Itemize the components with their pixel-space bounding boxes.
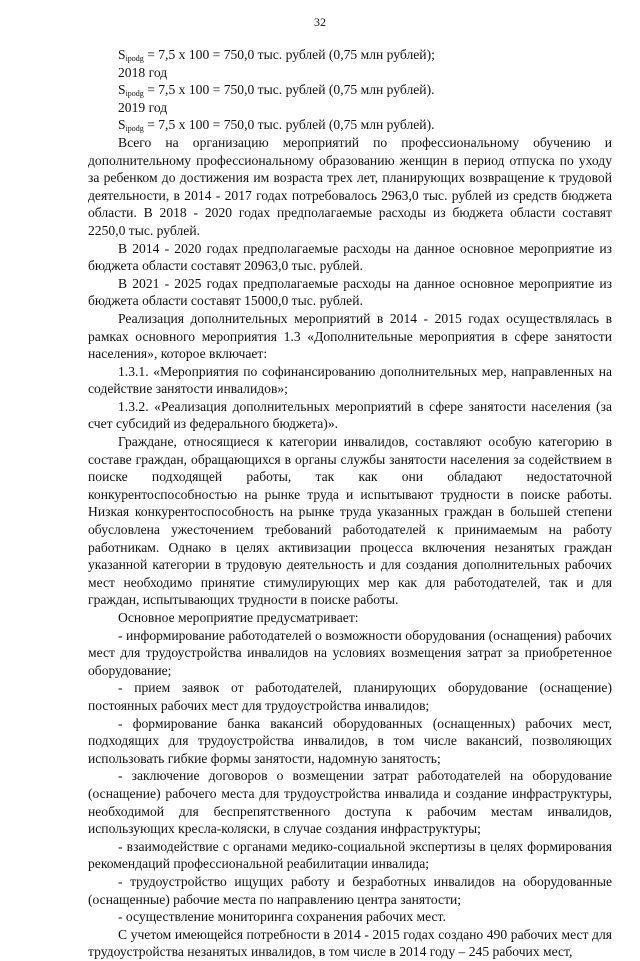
list-item: 1.3.2. «Реализация дополнительных мероприятий в сфере занятости населения (за счет субсидий из федерального бюджета)». <box>88 398 612 432</box>
paragraph: Основное мероприятие предусматривает: <box>118 610 359 625</box>
bullet-item: - формирование банка вакансий оборудованных (оснащенных) рабочих мест, подходящих для трудоустройства инвалидов, в том числе вакансий, позволяющих использовать гибкие формы занятости, надомную занятость; <box>88 715 612 766</box>
formula-line: $S_{ipodg} = 7,5$ x 100 = 750,0 тыс. рублей (0,75 млн рублей). <box>118 117 435 134</box>
bullet-item: - осуществление мониторинга сохранения рабочих мест. <box>118 909 446 925</box>
bullet-item: - прием заявок от работодателей, планирующих оборудование (оснащение) постоянных рабочих мест для трудоустройства инвалидов; <box>88 680 612 713</box>
paragraph: В 2021 - 2025 годах предполагаемые расходы на данное основное мероприятие из бюджета области составят 15000,0 тыс. рублей. <box>88 275 612 309</box>
bullet-item: - трудоустройство ищущих работу и безработных инвалидов на оборудованные (оснащенные) рабочие места по направлению центра занятости; <box>88 873 612 907</box>
paragraph: Граждане, относящиеся к категории инвалидов, составляют особую категорию в составе граждан, обращающихся в органы службы занятости населения за содействием в поиске подходящей работы, так как они обладают недостаточной конкурентоспособностью на рынке труда и испытывают трудности в поиске работы. Низкая конкурентоспособность на рынке труда указанных граждан в большей степени обусловлена ужесточением требований работодателей к принимаемым на работу работникам. Однако в целях активизации процесса включения незанятых граждан указанной категории в трудовую деятельность и для создания дополнительных рабочих мест необходимо принятие стимулирующих мер как для работодателей, так и для граждан, испытывающих трудности в поиске работы. <box>88 434 612 608</box>
bullet-item: - информирование работодателей о возможности оборудования (оснащения) рабочих мест для трудоустройства инвалидов на условиях возмещения затрат за приобретенное оборудование; <box>88 627 612 678</box>
paragraph: Всего на организацию мероприятий по профессиональному обучению и дополнительному профессиональному образованию женщин в период отпуска по уходу за ребенком до достижения им возраста трех лет, планирующих возвращение к трудовой деятельности, в 2014 - 2017 годах потребовалось 2963,0 тыс. рублей из средств бюджета области. В 2018 - 2020 годах предполагаемые расходы из бюджета области составят 2250,0 тыс. рублей. <box>88 134 612 238</box>
page-body <box>88 46 612 961</box>
formula-line: $S_{ipodg} = 7,5$ x 100 = 750,0 тыс. рублей (0,75 млн рублей); <box>118 47 435 63</box>
paragraph: В 2014 - 2020 годах предполагаемые расходы на данное основное мероприятие из бюджета области составят 20963,0 тыс. рублей. <box>88 240 612 274</box>
list-item: 1.3.1. «Мероприятия по софинансированию дополнительных мер, направленных на содействие занятости инвалидов»; <box>88 363 612 397</box>
paragraph: С учетом имеющейся потребности в 2014 - 2015 годах создано 490 рабочих мест для трудоустройства незанятых инвалидов, в том числе в 2014 году – 245 рабочих мест, <box>88 926 612 960</box>
year-heading: 2018 год <box>118 64 168 80</box>
bullet-item: - взаимодействие с органами медико-социальной экспертизы в целях формирования рекомендаций профессиональной реабилитации инвалида; <box>88 838 612 872</box>
formula-line: $S_{ipodg} = 7,5$ x 100 = 750,0 тыс. рублей (0,75 млн рублей). <box>118 82 435 99</box>
paragraph: Реализация дополнительных мероприятий в 2014 - 2015 годах осуществлялась в рамках основного мероприятия 1.3 «Дополнительные мероприятия в сфере занятости населения», которое включает: <box>88 310 612 362</box>
bullet-item: - заключение договоров о возмещении затрат работодателей на оборудование (оснащение) рабочего места для трудоустройства инвалида и создание инфраструктуры, необходимой для беспрепятственного доступа к рабочим местам инвалидов, использующих кресла-коляски, в случае создания инфраструктуры; <box>88 768 612 837</box>
page-number: 32 <box>314 15 326 29</box>
year-heading: 2019 год <box>118 99 168 115</box>
